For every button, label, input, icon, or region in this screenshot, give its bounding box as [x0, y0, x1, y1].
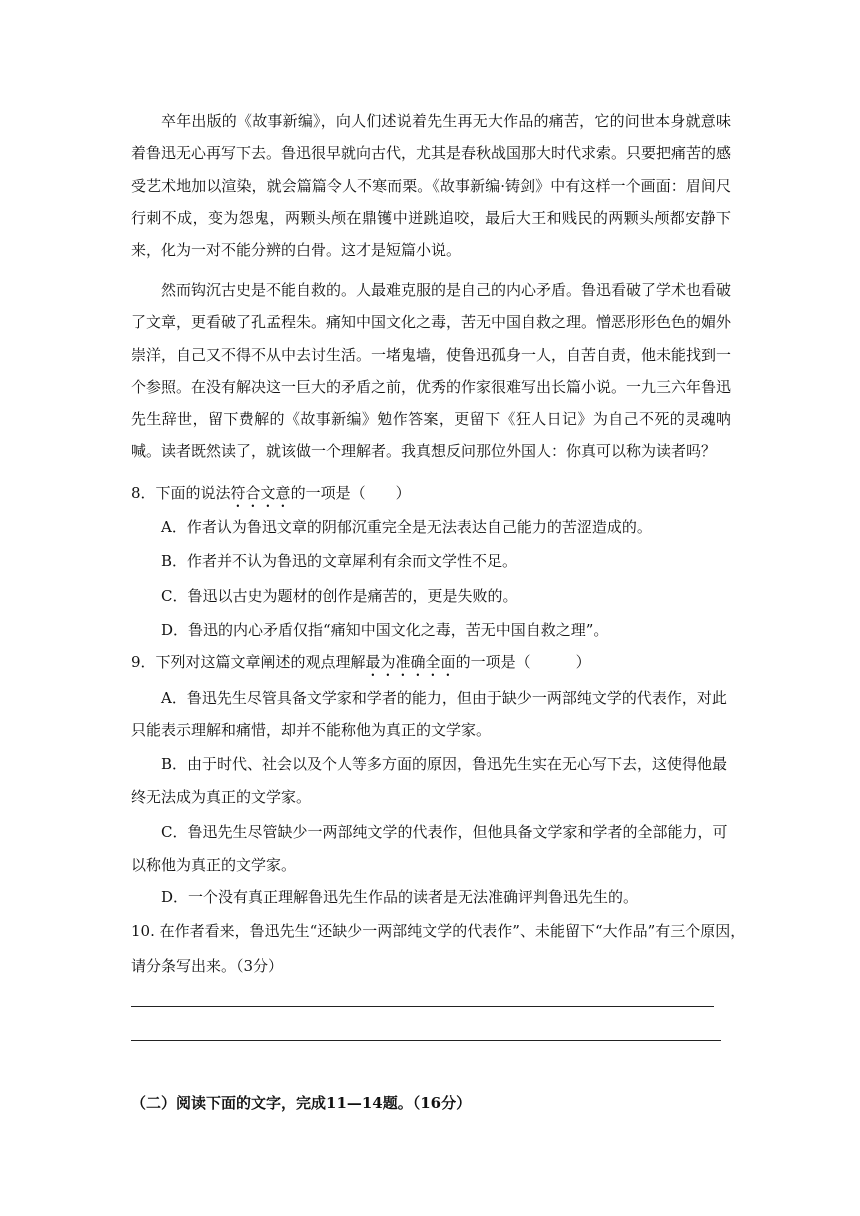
question-8-stem-end: 的一项是（ ） — [290, 484, 411, 502]
section-heading: （二）阅读下面的文字，完成11—14题。（16分） — [131, 1094, 472, 1112]
question-10-stem-line1: 10. 在作者看来，鲁迅先生“还缺少一两部纯文学的代表作”、未能留下“大作品”有三个原因， — [131, 922, 746, 940]
question-9-stem — [131, 650, 591, 680]
question-9-option-a-line1: A．鲁迅先生尽管具备文学家和学者的能力，但由于缺少一两部纯文学的代表作，对此 — [161, 689, 727, 707]
question-8-option-c: C．鲁迅以古史为题材的创作是痛苦的，更是失败的。 — [161, 587, 518, 605]
question-9-option-b-line1: B．由于时代、社会以及个人等多方面的原因，鲁迅先生实在无心写下去，这使得他最 — [161, 755, 728, 773]
passage-paragraph-1: 卒年出版的《故事新编》，向人们述说着先生再无大作品的痛苦，它的问世本身就意味着鲁迅无心再写下去。鲁迅很早就向古代，尤其是春秋战国那大时代求索。只要把痛苦的感受艺术地加以渲染，就会篇篇令人不寒而栗。《故事新编·铸剑》中有这样一个画面：眉间尺行刺不成，变为怨鬼，两颗头颅在鼎镬中迸跳追咬，最后大王和贱民的两颗头颅都安静下来，化为一对不能分辨的白骨。这才是短篇小说。 — [131, 112, 732, 260]
passage-paragraph-2: 然而钩沉古史是不能自救的。人最难克服的是自己的内心矛盾。鲁迅看破了学术也看破了文章，更看破了孔孟程朱。痛知中国文化之毒，苦无中国自救之理。憎恶形形色色的媚外崇洋，自己又不得不从中去讨生活。一堵鬼墙，使鲁迅孤身一人，自苦自责，他未能找到一个参照。在没有解决这一巨大的矛盾之前，优秀的作家很难写出长篇小说。一九三六年鲁迅先生辞世，留下费解的《故事新编》勉作答案，更留下《狂人日记》为自己不死的灵魂呐喊。读者既然读了，就该做一个理解者。我真想反问那位外国人：你真可以称为读者吗？ — [131, 281, 732, 461]
question-8-option-a: A．作者认为鲁迅文章的阴郁沉重完全是无法表达自己能力的苦涩造成的。 — [161, 518, 652, 536]
question-9-option-a-line2: 只能表示理解和痛惜，却并不能称他为真正的文学家。 — [131, 721, 492, 739]
question-10-stem-line2: 请分条写出来。（3分） — [131, 957, 284, 975]
question-8-option-b: B．作者并不认为鲁迅的文章犀利有余而文学性不足。 — [161, 552, 518, 570]
question-8-stem — [131, 481, 411, 511]
question-8-option-d: D．鲁迅的内心矛盾仅指“痛知中国文化之毒，苦无中国自救之理”。 — [161, 621, 609, 639]
answer-line-1[interactable] — [131, 1006, 714, 1007]
question-8-stem-start: 8．下面的说法 — [131, 484, 231, 502]
question-9-stem-end: 的一项是（ ） — [455, 653, 591, 671]
question-9-option-c-line2: 以称他为真正的文学家。 — [131, 856, 297, 874]
answer-line-2[interactable] — [131, 1040, 721, 1041]
question-9-option-c-line1: C．鲁迅先生尽管缺少一两部纯文学的代表作，但他具备文学家和学者的全部能力，可 — [161, 823, 728, 841]
question-9-stem-start: 9．下列对这篇文章阐述的观点理解 — [131, 653, 366, 671]
question-9-option-b-line2: 终无法成为真正的文学家。 — [131, 788, 312, 806]
question-8-emphasis: 符合文意 — [230, 484, 291, 502]
question-9-emphasis: 最为准确全面 — [365, 653, 456, 671]
question-9-option-d: D．一个没有真正理解鲁迅先生作品的读者是无法准确评判鲁迅先生的。 — [161, 888, 639, 906]
